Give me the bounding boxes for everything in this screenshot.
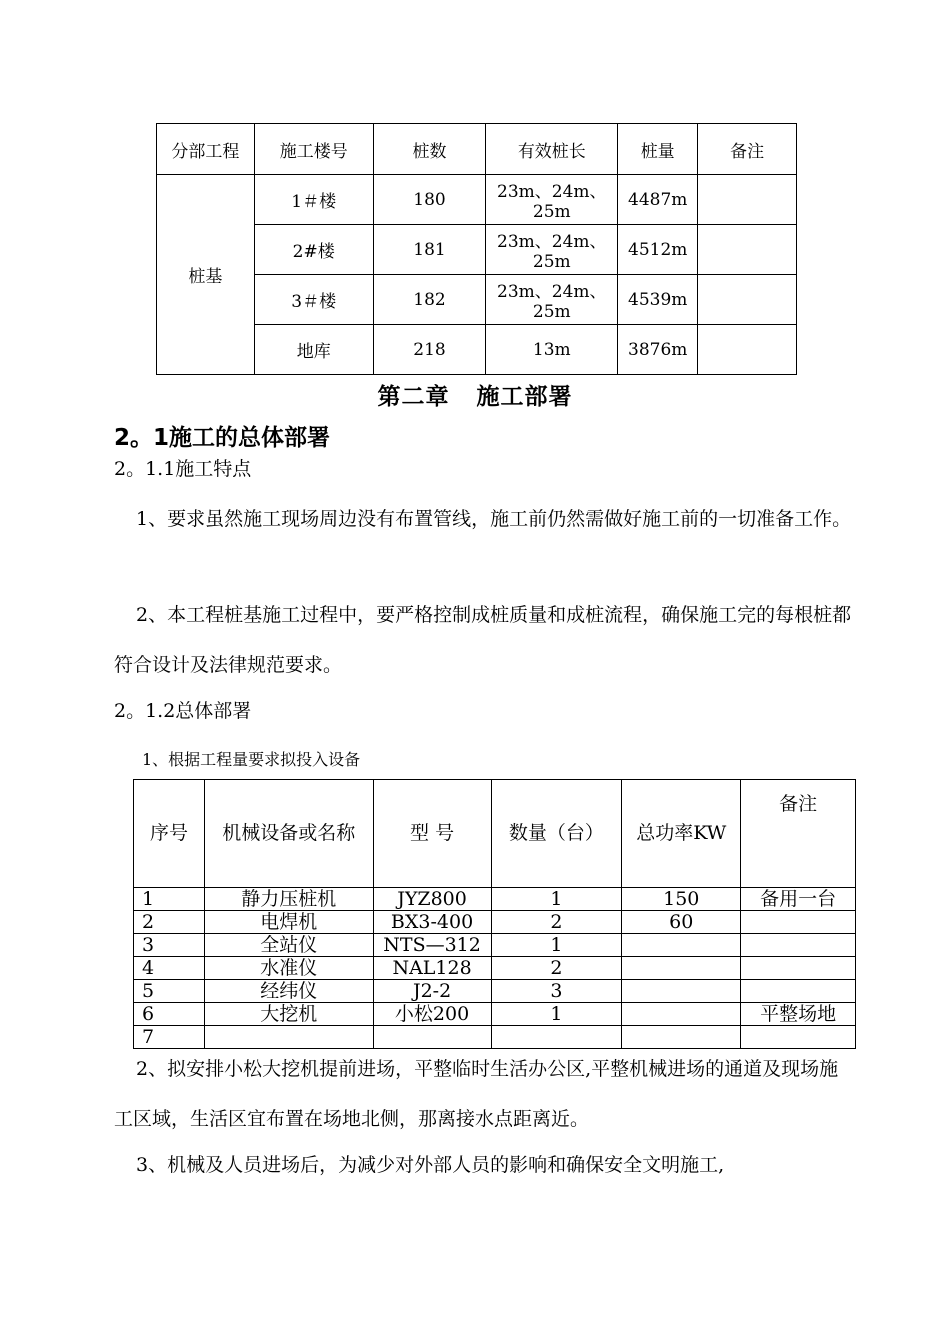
note-cell [741,980,856,1003]
length-cell: 13m [486,325,618,375]
note-cell: 备用一台 [741,888,856,911]
chapter-title: 第二章 施工部署 [377,384,573,410]
length-cell: 23m、24m、25m [486,225,618,275]
count-cell: 182 [373,275,486,325]
no-cell: 3 [134,934,205,957]
count-cell: 181 [373,225,486,275]
building-cell: 1＃楼 [254,175,373,225]
header-cell: 总功率KW [622,780,741,888]
note-cell [698,225,797,275]
note-cell [741,957,856,980]
power-cell: 60 [622,911,741,934]
power-cell [622,957,741,980]
no-cell: 2 [134,911,205,934]
section-heading-2-1: 2。1施工的总体部署 [114,425,331,451]
header-cell: 备注 [741,780,856,888]
no-cell: 7 [134,1026,205,1049]
header-cell: 桩量 [618,124,698,175]
no-cell: 4 [134,957,205,980]
table-row [134,980,856,1003]
name-cell: 静力压桩机 [204,888,373,911]
length-cell: 23m、24m、25m [486,275,618,325]
power-cell [622,1003,741,1026]
model-cell: JYZ800 [373,888,491,911]
note-cell [698,175,797,225]
qty-cell: 3 [491,980,622,1003]
table-row [157,175,797,225]
qty-cell: 1 [491,888,622,911]
power-cell: 150 [622,888,741,911]
header-cell: 序号 [134,780,205,888]
note-cell [741,911,856,934]
header-cell: 数量（台） [491,780,622,888]
no-cell: 6 [134,1003,205,1026]
count-cell: 180 [373,175,486,225]
note-cell [698,325,797,375]
qty-cell: 1 [491,1003,622,1026]
table-row [134,957,856,980]
volume-cell: 4539m [618,275,698,325]
no-cell: 1 [134,888,205,911]
name-cell: 电焊机 [204,911,373,934]
no-cell: 5 [134,980,205,1003]
volume-cell: 3876m [618,325,698,375]
section-heading-2-1-1: 2。1.1施工特点 [114,458,252,480]
paragraph-3: 2、拟安排小松大挖机提前进场，平整临时生活办公区,平整机械进场的通道及现场施工区域，生活区宜布置在场地北侧，那离接水点距离近。 [114,1058,839,1130]
header-cell: 施工楼号 [254,124,373,175]
header-cell: 机械设备或名称 [204,780,373,888]
equipment-intro: 1、根据工程量要求拟投入设备 [142,750,361,769]
header-cell: 分部工程 [157,124,255,175]
pile-table [156,123,797,375]
count-cell: 218 [373,325,486,375]
name-cell: 水准仪 [204,957,373,980]
length-cell: 23m、24m、25m [486,175,618,225]
qty-cell: 2 [491,957,622,980]
section-heading-2-1-2: 2。1.2总体部署 [114,700,252,722]
building-cell: 地库 [254,325,373,375]
equipment-table-header [134,780,856,888]
pile-table-header [157,124,797,175]
building-cell: 2#楼 [254,225,373,275]
header-cell: 备注 [698,124,797,175]
name-cell: 大挖机 [204,1003,373,1026]
qty-cell: 2 [491,911,622,934]
table-row [134,1003,856,1026]
volume-cell: 4487m [618,175,698,225]
power-cell [622,934,741,957]
paragraph-2: 2、本工程桩基施工过程中，要严格控制成桩质量和成桩流程，确保施工完的每根桩都符合设计及法律规范要求。 [114,604,852,676]
model-cell: BX3-400 [373,911,491,934]
table-row [134,888,856,911]
header-cell: 有效桩长 [486,124,618,175]
note-cell [698,275,797,325]
model-cell: J2-2 [373,980,491,1003]
table-row [134,934,856,957]
note-cell [741,934,856,957]
name-cell: 经纬仪 [204,980,373,1003]
group-cell: 桩基 [157,175,255,375]
volume-cell: 4512m [618,225,698,275]
name-cell: 全站仪 [204,934,373,957]
paragraph-4: 3、机械及人员进场后，为减少对外部人员的影响和确保安全文明施工, [136,1154,725,1176]
note-cell: 平整场地 [741,1003,856,1026]
header-cell: 桩数 [373,124,486,175]
equipment-table [133,779,856,1049]
table-row [134,911,856,934]
building-cell: 3＃楼 [254,275,373,325]
power-cell [622,980,741,1003]
header-cell: 型 号 [373,780,491,888]
qty-cell: 1 [491,934,622,957]
model-cell: NAL128 [373,957,491,980]
model-cell: 小松200 [373,1003,491,1026]
model-cell: NTS—312 [373,934,491,957]
paragraph-1: 1、要求虽然施工现场周边没有布置管线，施工前仍然需做好施工前的一切准备工作。 [136,508,852,530]
